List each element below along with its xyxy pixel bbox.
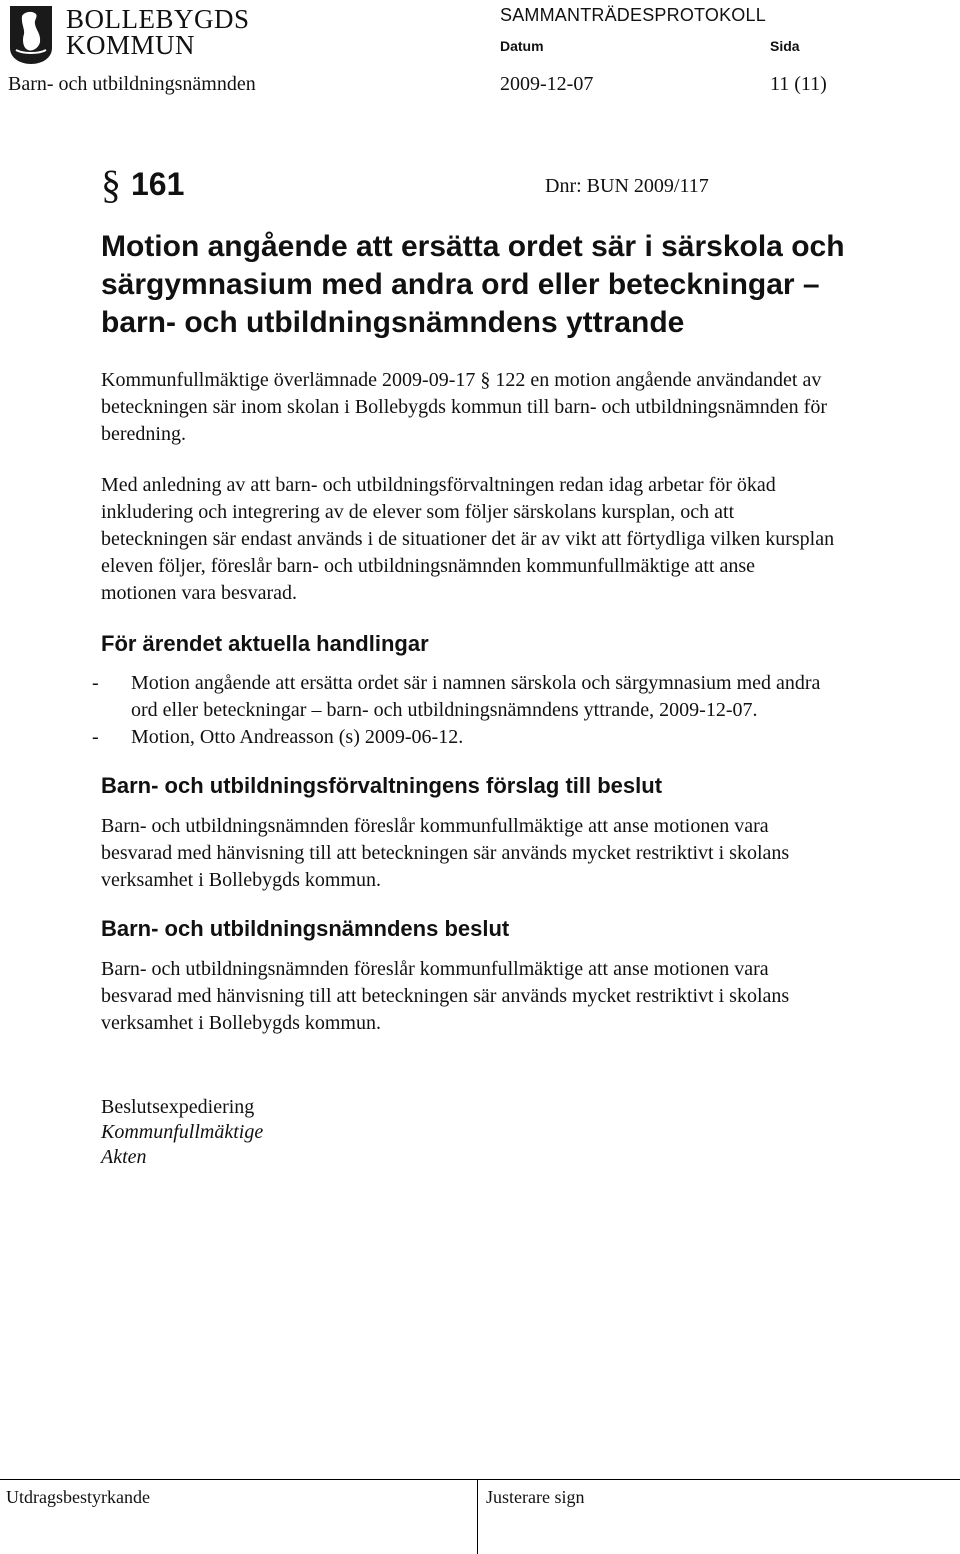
documents-heading: För ärendet aktuella handlingar — [101, 631, 429, 656]
section-symbol: § — [101, 162, 121, 207]
intro-text: Kommunfullmäktige överlämnade 2009-09-17 — [101, 369, 476, 391]
paragraph-line: besvarad med hänvisning till att beteckningen sär används mycket restriktivt i skolans — [101, 985, 790, 1007]
proposal-text — [101, 813, 951, 894]
list-dash: - — [92, 672, 99, 694]
intro-line: beteckningen sär inom skolan i Bollebygds kommun till barn- och utbildningsnämnden för — [101, 396, 827, 418]
decision-heading: Barn- och utbildningsnämndens beslut — [101, 916, 510, 941]
distribution-recipient: Kommunfullmäktige — [101, 1121, 264, 1143]
board-name: Barn- och utbildningsnämnden — [8, 73, 256, 95]
footer-certification-label: Utdragsbestyrkande — [6, 1487, 150, 1507]
intro-line — [101, 367, 946, 394]
paragraph-number — [101, 162, 185, 207]
paragraph-line: Med anledning av att barn- och utbildningsförvaltningen redan idag arbetar för ökad — [101, 474, 776, 496]
title-line: särgymnasium med andra ord eller beteckningar – — [101, 268, 820, 301]
list-item — [92, 670, 952, 724]
date-label: Datum — [500, 38, 544, 54]
intro-paragraph — [101, 367, 946, 448]
page-label: Sida — [770, 38, 800, 54]
paragraph-line: motionen vara besvarad. — [101, 582, 298, 604]
intro-text: 122 en motion angående användandet av — [495, 369, 822, 391]
distribution-label: Beslutsexpediering — [101, 1096, 255, 1118]
paragraph-line: beteckningen sär endast används i de situationer det är av vikt att förtydliga vilken kursplan — [101, 528, 835, 550]
paragraph-line: besvarad med hänvisning till att beteckningen sär används mycket restriktivt i skolans — [101, 842, 790, 864]
document-type: SAMMANTRÄDESPROTOKOLL — [500, 5, 766, 25]
logo-wordmark-line1: BOLLEBYGDS — [66, 4, 250, 34]
list-item — [92, 724, 952, 751]
proposal-heading: Barn- och utbildningsförvaltningens förslag till beslut — [101, 773, 663, 798]
footer-signature-label: Justerare sign — [486, 1487, 585, 1507]
list-item-line: Motion, Otto Andreasson (s) 2009-06-12. — [131, 726, 464, 748]
meeting-date: 2009-12-07 — [500, 73, 594, 95]
list-dash: - — [92, 726, 99, 748]
list-item-line: Motion angående att ersätta ordet sär i namnen särskola och särgymnasium med andra — [131, 672, 821, 694]
documents-list — [92, 670, 952, 751]
paragraph-line: eleven följer, föreslår barn- och utbildningsnämnden kommunfullmäktige att anse — [101, 555, 756, 577]
title-line: barn- och utbildningsnämndens yttrande — [101, 306, 685, 339]
distribution-recipient: Akten — [101, 1146, 147, 1168]
page-title — [101, 228, 901, 342]
paragraph-line: verksamhet i Bollebygds kommun. — [101, 869, 381, 891]
distribution-block — [101, 1095, 263, 1170]
logo-wordmark-line2: KOMMUN — [66, 30, 196, 60]
section-symbol: § — [480, 369, 491, 391]
paragraph-line: Barn- och utbildningsnämnden föreslår kommunfullmäktige att anse motionen vara — [101, 815, 769, 837]
municipality-logo-icon — [8, 4, 54, 66]
paragraph-number-value: 161 — [131, 166, 185, 202]
list-item-line: ord eller beteckningar – barn- och utbildningsnämndens yttrande, 2009-12-07. — [131, 699, 758, 721]
paragraph-line: Barn- och utbildningsnämnden föreslår kommunfullmäktige att anse motionen vara — [101, 958, 769, 980]
decision-text — [101, 956, 951, 1037]
paragraph-line: verksamhet i Bollebygds kommun. — [101, 1012, 381, 1034]
intro-line: beredning. — [101, 423, 186, 445]
background-paragraph — [101, 472, 951, 607]
title-line: Motion angående att ersätta ordet sär i särskola och — [101, 230, 845, 263]
diary-number: Dnr: BUN 2009/117 — [545, 175, 709, 197]
paragraph-line: inkludering och integrering av de elever som följer särskolans kursplan, och att — [101, 501, 735, 523]
page-number: 11 (11) — [770, 73, 827, 95]
